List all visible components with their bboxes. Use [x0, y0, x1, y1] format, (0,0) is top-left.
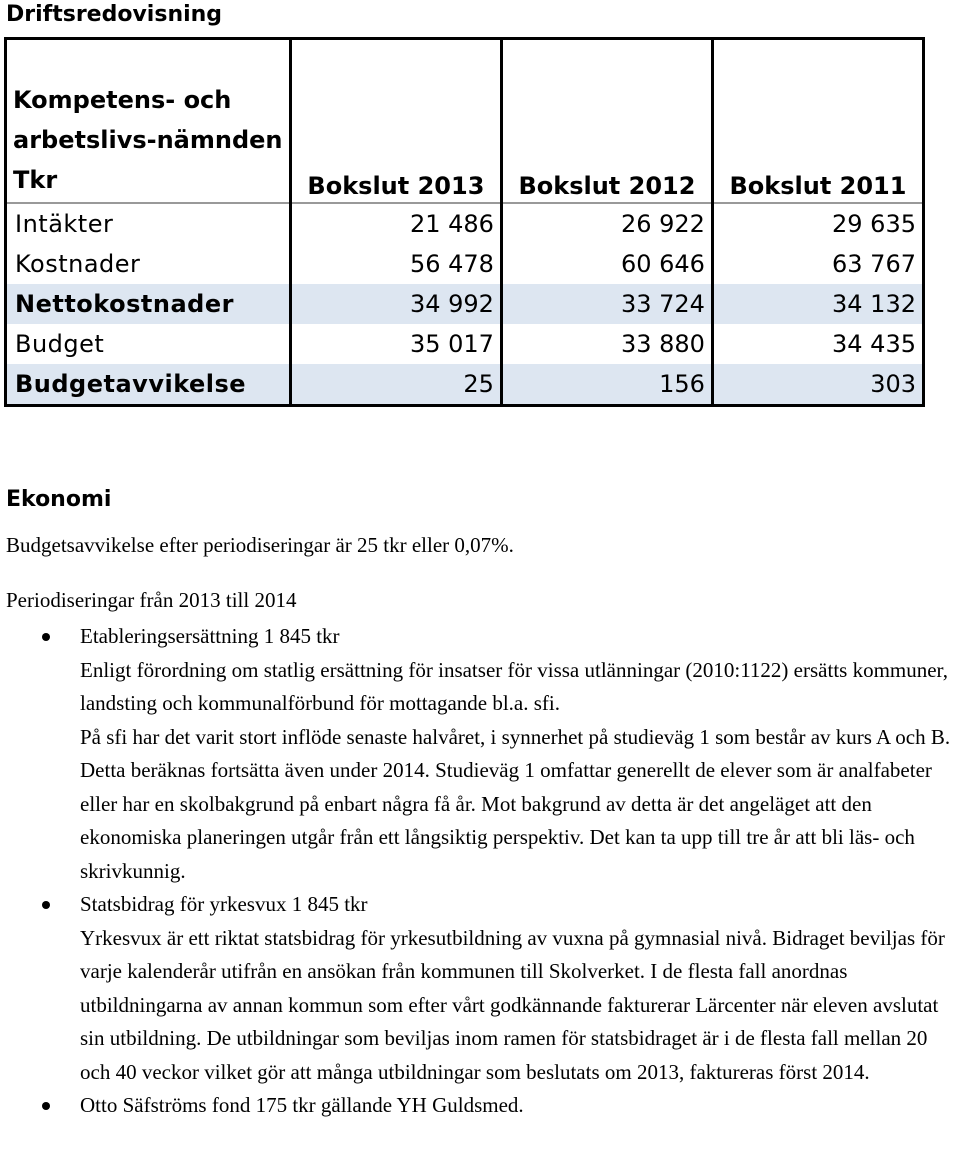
bullet-title: Etableringsersättning 1 845 tkr [80, 624, 340, 648]
row-value: 63 767 [832, 250, 916, 278]
row-value: 34 435 [832, 330, 916, 358]
row-label: Nettokostnader [6, 284, 291, 324]
bullet-title: Otto Säfströms fond 175 tkr gällande YH Guldsmed. [80, 1093, 524, 1117]
row-label: Budget [6, 324, 291, 364]
row-value: 60 646 [501, 244, 712, 284]
row-value: 33 880 [501, 324, 712, 364]
table-row [6, 284, 924, 324]
financial-table [4, 37, 925, 407]
section-heading: Ekonomi [6, 487, 112, 512]
table-row [6, 244, 924, 284]
row-value: 156 [501, 364, 712, 406]
page-title: Driftsredovisning [6, 2, 223, 27]
column-header: Bokslut 2012 [501, 39, 712, 204]
row-value: 34 992 [290, 284, 501, 324]
column-header: Bokslut 2011 [712, 39, 923, 204]
row-value: 29 635 [832, 210, 916, 238]
row-label: Kostnader [6, 244, 291, 284]
bullet-list [0, 620, 960, 1123]
row-value: 34 132 [712, 284, 923, 324]
row-label: Budgetavvikelse [6, 364, 291, 406]
row-value: 25 [290, 364, 501, 406]
row-value: 21 486 [290, 203, 501, 244]
summary-text: Budgetsavvikelse efter periodiseringar är 25 tkr eller 0,07%. [6, 533, 514, 557]
bullet-item [0, 620, 960, 888]
row-value: 35 017 [290, 324, 501, 364]
bullet-icon [42, 901, 50, 909]
bullet-icon [42, 1102, 50, 1110]
bullet-item [0, 888, 960, 1089]
header-label: Kompetens- och arbetslivs-nämnden Tkr [6, 39, 291, 204]
period-heading: Periodiseringar från 2013 till 2014 [6, 588, 297, 612]
table-row [6, 324, 924, 364]
table-header-row [6, 39, 924, 204]
row-label: Intäkter [6, 203, 291, 244]
bullet-paragraph: Enligt förordning om statlig ersättning för insatser för vissa utlänningar (2010:1122) ersätts kommuner, landsting och kommunalförbund för mottagande bl.a. sfi. [80, 657, 948, 715]
table-row [6, 364, 924, 406]
row-value: 56 478 [290, 244, 501, 284]
bullet-paragraph: På sfi har det varit stort inflöde senaste halvåret, i synnerhet på studieväg 1 som består av kurs A och B. Detta beräknas fortsätta även under 2014. Studieväg 1 omfattar generellt de elever som är analfabeter eller har en skolbakgrund på enbart några få år. Mot bakgrund av detta är det angeläget att den ekonomiska planeringen utgår från ett långsiktig perspektiv. Det kan ta upp till tre år att bli läs- och skrivkunnig. [80, 724, 951, 883]
bullet-paragraph: Yrkesvux är ett riktat statsbidrag för yrkesutbildning av vuxna på gymnasial nivå. Bidraget beviljas för varje kalenderår utifrån en ansökan från kommunen till Skolverket. I de flesta fall anordnas utbildningarna av annan kommun som efter vårt godkännande fakturerar Lärcenter när eleven avslutat sin utbildning. De utbildningar som beviljas inom ramen för statsbidraget är i de flesta fall mellan 20 och 40 veckor vilket gör att många utbildningar som beslutats om 2013, faktureras först 2014. [80, 925, 945, 1084]
row-value: 33 724 [501, 284, 712, 324]
table-row [6, 203, 924, 244]
bullet-title: Statsbidrag för yrkesvux 1 845 tkr [80, 892, 368, 916]
bullet-icon [42, 633, 50, 641]
row-value: 26 922 [501, 203, 712, 244]
column-header: Bokslut 2013 [290, 39, 501, 204]
row-value: 303 [712, 364, 923, 406]
bullet-item [0, 1089, 960, 1123]
